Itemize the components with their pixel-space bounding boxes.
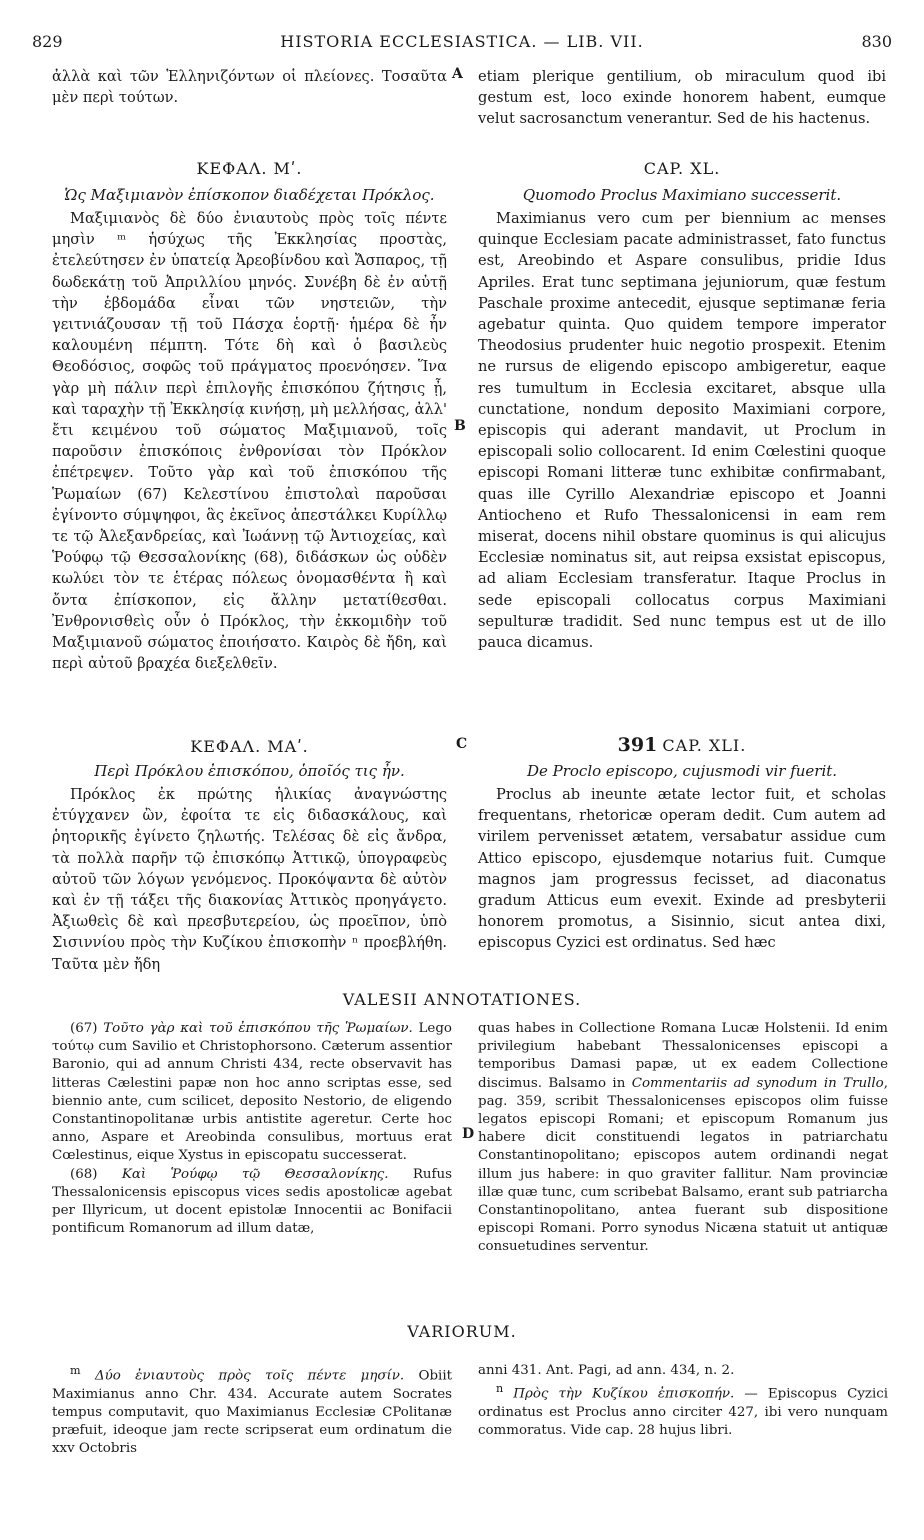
latin-chapter-41-body: Proclus ab ineunte ætate lector fuit, et scholas frequentans, rhetoricæ operam dedit. Cum autem ad virilem pervenisset ætatem, versabatur assidue cum Attico episcopo, ejusdemque notarius fuit. Cumque magnos jam progressus fecisset, ad diaconatus gradum Atticus eum evexit. Exinde ad presbyterii honorem promotus, a Sisinnio, sicut antea dixi, episcopus Cyzici est ordinatus. Sed hæc xyxy=(478,786,886,952)
running-title: HISTORIA ECCLESIASTICA. — LIB. VII. xyxy=(280,32,644,51)
section-marker-a: A xyxy=(452,66,463,82)
section-marker-d: D xyxy=(462,1126,475,1142)
note-68-label: (68) xyxy=(70,1166,98,1182)
note-68-lemma: Καὶ Ῥούφῳ τῷ Θεσσαλονίκης. xyxy=(121,1166,389,1182)
variorum-note-m-lemma: Δύο ἐνιαυτοὺς πρὸς τοῖς πέντε μησίν. xyxy=(94,1368,405,1384)
note-67-lemma: Τοῦτο γὰρ καὶ τοῦ ἐπισκόπου τῆς Ῥωμαίων. xyxy=(103,1021,413,1036)
greek-chapter-41-body: Πρόκλος ἐκ πρώτης ἡλικίας ἀναγνώστης ἐτύγχανεν ὢν, ἐφοίτα τε εἰς διδασκάλους, καὶ ῥητορικῆς ἐγίνετο ζηλωτής. Τελέσας δὲ εἰς ἄνδρα, τὰ πολλὰ παρῆν τῷ ἐπισκόπῳ Ἀττικῷ, ὑπογραφεὺς αὐτοῦ τῶν λόγων γενόμενος. Προκόψαντα δὲ αὐτὸν καὶ ἐν τῇ τάξει τῆς διακονίας Ἀττικὸς προηγάγετο. Ἀξιωθεὶς δὲ καὶ πρεσβυτερείου, ὡς προεῖπον, ὑπὸ Σισιννίου πρὸς τὴν Κυζίκου ἐπισκοπὴν ⁿ προεβλήθη. Ταῦτα μὲν ἤδη xyxy=(52,786,447,973)
greek-chapter-41-heading: ΚΕΦΑΛ. ΜΑʹ. xyxy=(190,737,309,756)
latin-chapter-40-subtitle: Quomodo Proclus Maximiano successerit. xyxy=(522,186,842,204)
greek-chapter-41-subtitle: Περὶ Πρόκλου ἐπισκόπου, ὁποῖός τις ἦν. xyxy=(94,762,405,780)
note-67-text: Lego τούτῳ cum Savilio et Christophorsono. Cæterum assentior Baronio, qui ad annum Christi 434, recte observavit has litteras Cælestini papæ non hoc anno scriptas esse, sed biennio ante, cum scilicet, deposito Nestorio, de eligendo Constantinopolitanæ urbis antistite ageretur. Certe hoc anno, Aspare et Areobinda consulibus, mortuus erat Cœlestinus, eique Xystus in episcopatu successerat. xyxy=(52,1021,452,1164)
variorum-note-n-text: — Episcopus Cyzici ordinatus est Proclus anno circiter 427, ibi vero nunquam commoratus. Vide cap. 28 hujus libri. xyxy=(478,1386,889,1439)
greek-chapter-40-heading: ΚΕΦΑΛ. Μʹ. xyxy=(196,159,303,178)
latin-chapter-41-heading-line xyxy=(478,734,886,757)
edition-page-number: 391 xyxy=(617,734,658,756)
page-number-left: 829 xyxy=(32,32,63,51)
running-header xyxy=(32,32,892,54)
note-67-label: (67) xyxy=(70,1021,98,1036)
latin-chapter-40-heading: CAP. XL. xyxy=(643,159,721,178)
variorum-notes-right xyxy=(478,1362,888,1440)
greek-chapter-40-body: Μαξιμιανὸς δὲ δύο ἐνιαυτοὺς πρὸς τοῖς πέντε μησὶν ᵐ ἡσύχως τῆς Ἐκκλησίας προστὰς, ἐτελεύτησεν ἐν ὑπατείᾳ Ἀρεοβίνδου καὶ Ἄσπαρος, τῇ δωδεκάτῃ τοῦ Ἀπριλλίου μηνός. Συνέβη δὲ ἐν αὐτῇ τὴν ἑβδομάδα εἶναι τῶν νηστειῶν, τὴν γειτνιάζουσαν τῇ τοῦ Πάσχα ἑορτῇ· ἡμέρα δὲ ἦν καλουμένη πέμπτη. Τότε δὴ καὶ ὁ βασιλεὺς Θεοδόσιος, σοφῶς τοῦ πράγματος προενόησεν. Ἵνα γὰρ μὴ πάλιν περὶ ἐπιλογῆς ἐπισκόπου ζήτησις ᾖ, καὶ ταραχὴν τῇ Ἐκκλησίᾳ κινήσῃ, μὴ μελλήσας, ἀλλ' ἔτι κειμένου τοῦ σώματος Μαξιμιανοῦ, τοῖς παροῦσιν ἐπισκόποις ἐνθρονίσαι τὸν Πρόκλον ἐπέτρεψεν. Τοῦτο γὰρ καὶ τοῦ ἐπισκόπου τῆς Ῥωμαίων (67) Κελεστίνου ἐπιστολαὶ παροῦσαι ἐγίνοντο σύμψηφοι, ἃς ἐκεῖνος ἀπεστάλκει Κυρίλλῳ τε τῷ Ἀλεξανδρείας, καὶ Ἰωάννῃ τῷ Ἀντιοχείας, καὶ Ῥούφῳ τῷ Θεσσαλονίκης (68), διδάσκων ὡς οὐδὲν κωλύει τὸν τε ἑτέρας πόλεως ὀνομασθέντα ἢ καὶ ὄντα ἐπίσκοπον, εἰς ἄλλην μετατίθεσθαι. Ἐνθρονισθεὶς οὖν ὁ Πρόκλος, τὴν ἐκκομιδὴν τοῦ Μαξιμιανοῦ σώματος ἐποιήσατο. Καιρὸς δὲ ἤδη, καὶ περὶ αὐτοῦ βραχέα διεξελθεῖν. xyxy=(52,210,447,673)
latin-chapter-41-subtitle: De Proclo episcopo, cujusmodi vir fuerit. xyxy=(526,762,838,780)
section-marker-c: C xyxy=(456,736,468,752)
note-68-work-title: Commentariis ad synodum in Trullo xyxy=(631,1075,884,1091)
variorum-note-m xyxy=(52,1362,452,1458)
note-68-continuation-b: , pag. 359, scribit Thessalonicenses episcopos olim fuisse legatos episcopi Romani; et episcopum Romanum jus habere dicit constituendi legatos in patriarchatu Constantinopolitano; episcopos autem ordinandi negat illum jus habere: in quo graviter fallitur. Nam provinciæ illæ quæ tunc, cum scribebat Balsamo, erant sub patriarcha Constantinopolitano, antea fuerant sub dispositione episcopi Romani. Porro synodus Nicæna statuit ut antiquæ consuetudines serventur. xyxy=(478,1075,888,1255)
note-68-continuation-a: quas habes in Collectione Romana Lucæ Holstenii. Id enim privilegium habebant Thessalonicenses episcopi a temporibus Damasi papæ, ut ex eadem Collectione discimus. Balsamo in xyxy=(478,1021,888,1091)
variorum-note-m-continuation: anni 431. Ant. Pagi, ad ann. 434, n. 2. xyxy=(478,1363,735,1378)
latin-chapter-41-heading: CAP. XLI. xyxy=(662,736,747,755)
note-67 xyxy=(52,1020,452,1166)
valesii-annotations-heading: VALESII ANNOTATIONES. xyxy=(342,990,582,1009)
variorum-note-n xyxy=(478,1380,888,1440)
variorum-note-m-label: m xyxy=(70,1364,81,1377)
valesii-notes-right xyxy=(478,1020,888,1257)
note-68 xyxy=(52,1166,452,1239)
greek-chapter-40-subtitle: Ὡς Μαξιμιανὸν ἐπίσκοπον διαδέχεται Πρόκλος. xyxy=(64,186,435,204)
latin-chapter-40-body: Maximianus vero cum per biennium ac menses quinque Ecclesiam pacate administrasset, fato functus est, Areobindo et Aspare consulibus, pridie Idus Apriles. Erat tunc septimana jejuniorum, quæ festum Paschale proxime antecedit, ejusque septimanæ feria agebatur quinta. Quo quidem tempore imperator Theodosius prudenter huic negotio prospexit. Etenim ne rursus de eligendo episcopo ambigeretur, eaque res tumultum in Ecclesia excitaret, absque ulla cunctatione, nondum deposito Maximiani corpore, episcopis qui aderant mandavit, ut Proclum in episcopali solio collocarent. Id enim Cœlestini quoque episcopi Romani litteræ tunc exhibitæ confirmabant, quas ille Cyrillo Alexandriæ episcopo et Joanni Antiocheno et Rufo Thessalonicensi in eam rem miserat, docens nihil obstare quominus is qui alicujus Ecclesiæ nominatus sit, aut reipsa exsistat episcopus, ad aliam Ecclesiam transferatur. Itaque Proclus in sede episcopali collocatus corpus Maximiani sepulturæ tradidit. Sed nunc tempus est ut de illo pauca dicamus. xyxy=(478,210,886,652)
greek-intro: ἀλλὰ καὶ τῶν Ἑλληνιζόντων οἱ πλείονες. Τοσαῦτα μὲν περὶ τούτων. xyxy=(52,68,447,107)
variorum-note-n-label: n xyxy=(496,1382,504,1396)
latin-intro: etiam plerique gentilium, ob miraculum quod ibi gestum est, loco exinde honorem habent, eumque velut sacrosanctum venerantur. Sed de his hactenus. xyxy=(478,68,886,128)
page-number-right: 830 xyxy=(861,32,892,51)
section-marker-b: B xyxy=(454,418,466,434)
valesii-notes-left xyxy=(52,1020,452,1238)
variorum-note-n-lemma: Πρὸς τὴν Κυζίκου ἐπισκοπήν. xyxy=(513,1386,735,1402)
variorum-heading: VARIORUM. xyxy=(407,1322,517,1341)
variorum-note-m-text: Obiit Maximianus anno Chr. 434. Accurate autem Socrates tempus computavit, quo Maximianus Ecclesiæ CPolitanæ præfuit, ideoque jam recte scripserat eum ordinatum die xxv Octobris xyxy=(52,1368,452,1457)
note-68-text: Rufus Thessalonicensis episcopus vices sedis apostolicæ agebat per Illyricum, ut docent epistolæ Innocentii ac Bonifacii pontificum Romanorum ad illum datæ, xyxy=(52,1166,452,1237)
variorum-notes-left xyxy=(52,1362,452,1458)
